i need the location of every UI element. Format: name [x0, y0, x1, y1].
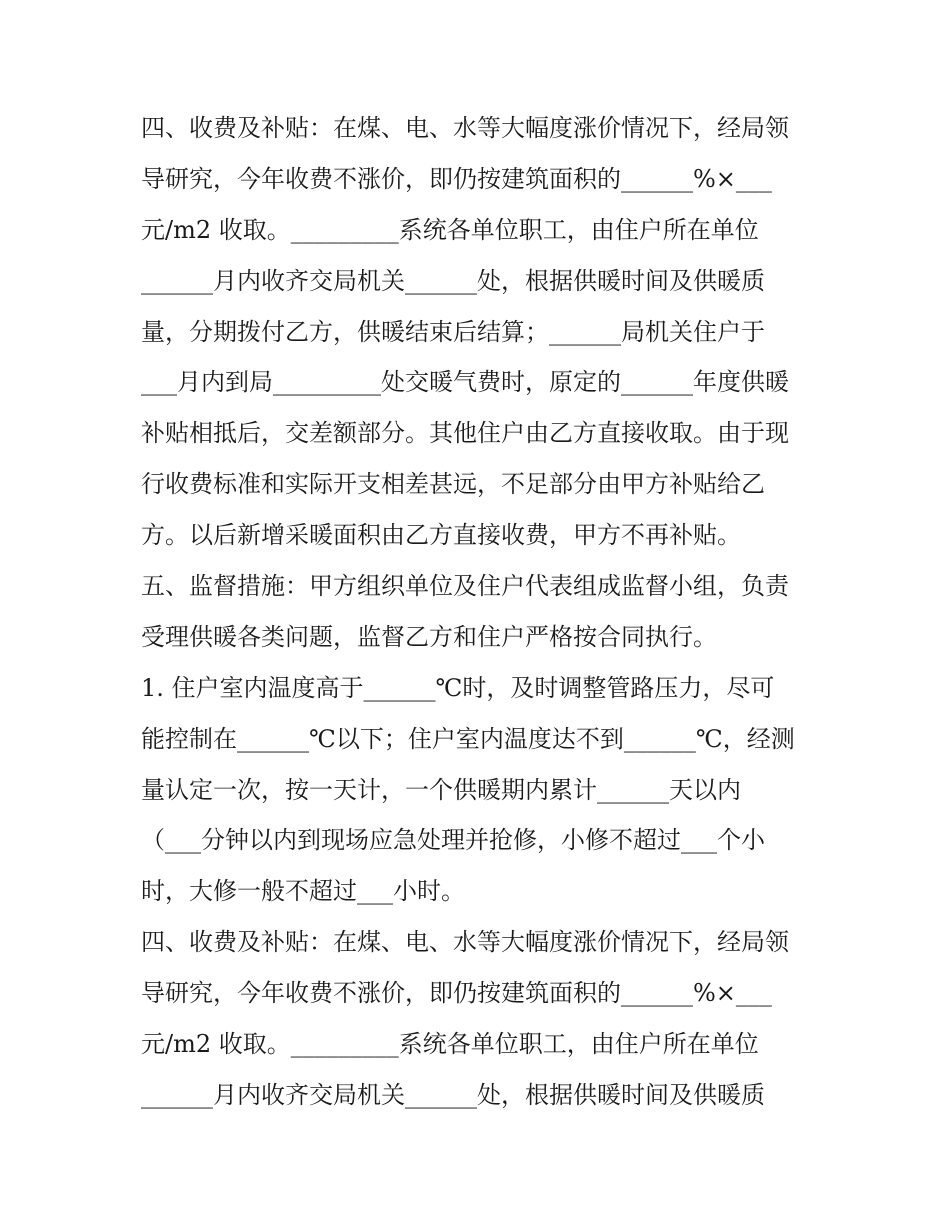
text-line: 四、收费及补贴：在煤、电、水等大幅度涨价情况下，经局领: [141, 928, 789, 957]
text-line: 方。以后新增采暖面积由乙方直接收费，甲方不再补贴。: [141, 521, 741, 550]
text-line: 受理供暖各类问题，监督乙方和住户严格按合同执行。: [141, 622, 717, 651]
text-line: ______月内收齐交局机关______处，根据供暖时间及供暖质: [141, 1080, 765, 1109]
text-line: 时，大修一般不超过___小时。: [141, 877, 465, 906]
document-body: [141, 103, 841, 1121]
text-line: 量认定一次，按一天计，一个供暖期内累计______天以内: [141, 775, 741, 804]
text-line: ______月内收齐交局机关______处，根据供暖时间及供暖质: [141, 266, 765, 295]
text-line: 元/m2 收取。_________系统各单位职工，由住户所在单位: [141, 215, 759, 244]
text-line: 量，分期拨付乙方，供暖结束后结算；______局机关住户于: [141, 317, 765, 346]
text-line: ___月内到局_________处交暖气费时，原定的______年度供暖: [141, 368, 789, 397]
text-line: 四、收费及补贴：在煤、电、水等大幅度涨价情况下，经局领: [141, 114, 789, 142]
text-line: 行收费标准和实际开支相差甚远，不足部分由甲方补贴给乙: [141, 470, 765, 499]
text-line: 能控制在______℃以下；住户室内温度达不到______℃，经测: [141, 724, 795, 753]
text-line: 补贴相抵后，交差额部分。其他住户由乙方直接收取。由于现: [141, 419, 789, 448]
text-line: 元/m2 收取。_________系统各单位职工，由住户所在单位: [141, 1030, 759, 1059]
text-line: （___分钟以内到现场应急处理并抢修，小修不超过___个小: [141, 826, 765, 855]
text-line: 导研究，今年收费不涨价，即仍按建筑面积的______%×___: [141, 979, 772, 1008]
text-line: 1. 住户室内温度高于______℃时，及时调整管路压力，尽可: [141, 673, 775, 702]
text-line: 五、监督措施：甲方组织单位及住户代表组成监督小组，负责: [141, 572, 789, 601]
text-line: 导研究，今年收费不涨价，即仍按建筑面积的______%×___: [141, 164, 772, 193]
